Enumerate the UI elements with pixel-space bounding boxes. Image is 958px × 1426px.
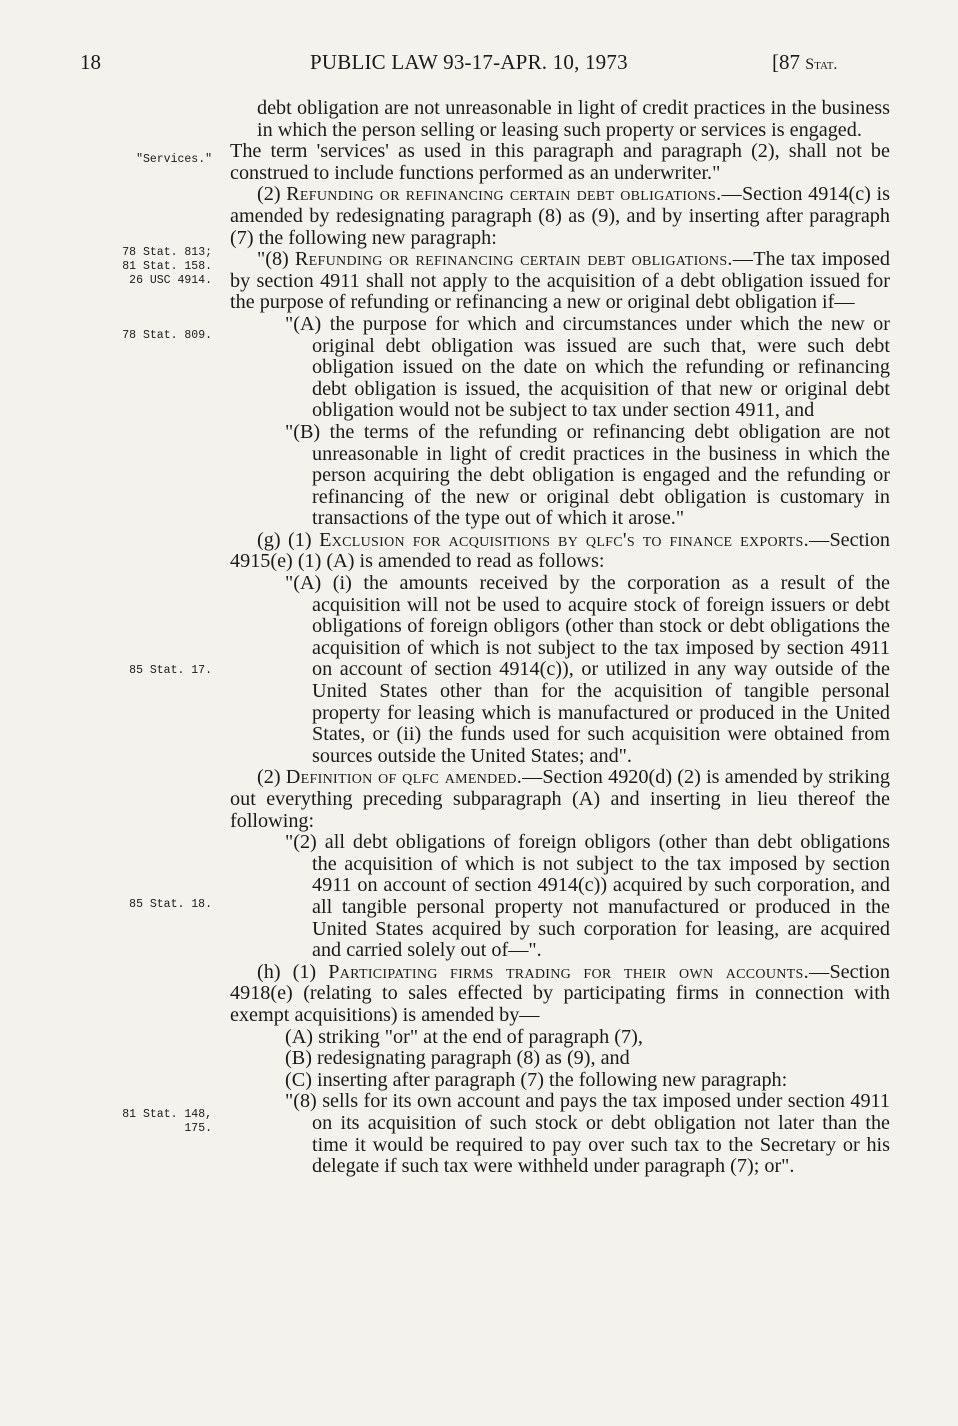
subparagraph: "(A) (i) the amounts received by the corporation as a result of the acquisition will not be used to acquire stock of foreign issuers or debt obligations of foreign obligors (other than stock or debt obligations the acquisition of which is not subject to the tax imposed by section 4911 on account of section 4914(c)), or utilized in any way outside of the United States other than for the acquisition of tangible personal property for leasing which is manufactured or produced in the United States, or (ii) the funds used for such acquisition were obtained from sources outside the United States; and". bbox=[285, 572, 890, 767]
paragraph: The term 'services' as used in this paragraph and paragraph (2), shall not be construed to include functions performed as an underwriter." bbox=[230, 140, 890, 184]
list-item: (C) inserting after paragraph (7) the following new paragraph: bbox=[285, 1068, 788, 1091]
subparagraph: "(A) the purpose for which and circumstances under which the new or original debt obligation was issued are such that, were such debt obligation issued on the date on which the refunding or refinancing debt obligation is issued, the acquisition of that new or original debt obligation would not be subject to tax under section 4911, and bbox=[285, 312, 890, 422]
subparagraph: "(8) sells for its own account and pays the tax imposed under section 4911 on its acquisition of such stock or debt obligation not later than the time it would be required to pay over such tax to the Secretary or his delegate if such tax were withheld under paragraph (7); or". bbox=[285, 1090, 890, 1178]
paragraph: (h) (1) Participating firms trading for their own accounts.—Section 4918(e) (relating to sales effected by participating firms in connection with exempt acquisitions) is amended by— bbox=[230, 960, 890, 1026]
running-header bbox=[0, 50, 958, 80]
margin-note-citation: 78 Stat. 813; 81 Stat. 158. 26 USC 4914. bbox=[122, 246, 212, 287]
margin-note-citation: 85 Stat. 17. bbox=[129, 664, 212, 677]
statute-reference: [87 Stat. bbox=[772, 50, 838, 74]
margin-note-citation: 85 Stat. 18. bbox=[129, 898, 212, 911]
subparagraph: "(2) all debt obligations of foreign obligors (other than debt obligations the acquisition of which is not subject to the tax imposed by section 4911 on account of section 4914(c)) acquired by such corporation, and all tangible personal property not manufactured or produced in the United States acquired by such corporation for leasing, are acquired and carried solely out of—". bbox=[285, 831, 890, 962]
page-number: 18 bbox=[80, 50, 101, 74]
margin-note-services: "Services." bbox=[136, 153, 212, 166]
section-heading: Refunding or refinancing certain debt obligations.— bbox=[294, 248, 754, 271]
margin-note-citation: 78 Stat. 809. bbox=[122, 329, 212, 342]
list-item: (B) redesignating paragraph (8) as (9), and bbox=[285, 1047, 630, 1070]
list-item: (A) striking "or" at the end of paragraph (7), bbox=[285, 1025, 643, 1048]
section-heading: Refunding or refinancing certain debt obligations.— bbox=[286, 183, 742, 206]
paragraph: (2) Definition of qlfc amended.—Section 4920(d) (2) is amended by striking out everything preceding subparagraph (A) and inserting in lieu thereof the following: bbox=[230, 766, 890, 832]
paragraph: debt obligation are not unreasonable in light of credit practices in the business in which the person selling or leasing such property or services is engaged. bbox=[257, 97, 890, 141]
section-heading: Exclusion for acquisitions by qlfc's to finance exports.— bbox=[319, 528, 830, 551]
paragraph: "(8) Refunding or refinancing certain debt obligations.—The tax imposed by section 4911 shall not apply to the acquisition of a debt obligation issued for the purpose of refunding or refinancing a new or original debt obligation if— bbox=[230, 248, 890, 314]
section-heading: Participating firms trading for their own accounts.— bbox=[328, 960, 830, 983]
paragraph: (2) Refunding or refinancing certain debt obligations.—Section 4914(c) is amended by redesignating paragraph (8) as (9), and by inserting after paragraph (7) the following new paragraph: bbox=[230, 183, 890, 249]
margin-note-citation: 81 Stat. 148, 175. bbox=[122, 1108, 212, 1135]
running-title: PUBLIC LAW 93-17-APR. 10, 1973 bbox=[310, 50, 628, 74]
subparagraph: "(B) the terms of the refunding or refinancing debt obligation are not unreasonable in light of credit practices in the business in which the person acquiring the debt obligation is engaged and the refunding or refinancing of the new or original debt obligation is customary in transactions of the type out of which it arose." bbox=[285, 420, 890, 530]
section-heading: Definition of qlfc amended. bbox=[285, 766, 523, 789]
paragraph: (g) (1) Exclusion for acquisitions by qlfc's to finance exports.—Section 4915(e) (1) (A) is amended to read as follows: bbox=[230, 528, 891, 573]
statute-body bbox=[230, 98, 890, 1178]
